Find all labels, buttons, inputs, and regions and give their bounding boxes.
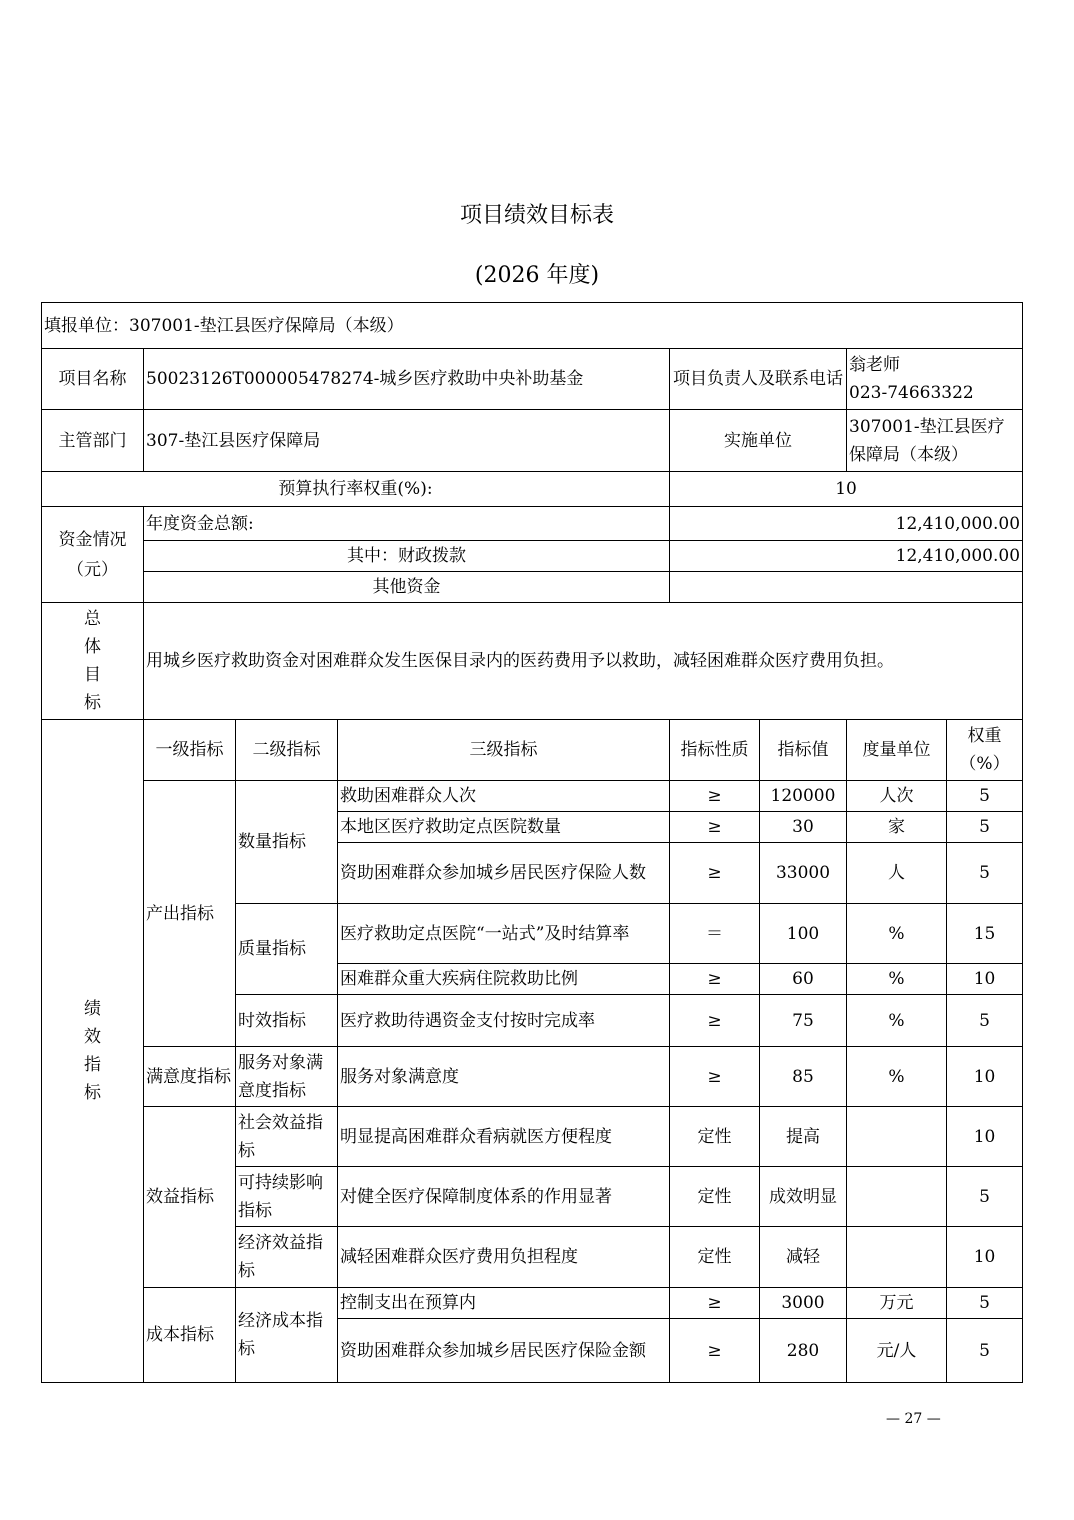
indicator-name: 医疗救助待遇资金支付按时完成率 xyxy=(338,995,670,1047)
page-number: — 27 — xyxy=(886,1411,941,1427)
funds-total-label: 年度资金总额: xyxy=(144,507,670,541)
indicator-label-text: 绩效指标 xyxy=(84,999,101,1103)
level2-cell: 经济成本指标 xyxy=(236,1288,338,1383)
indicator-value: 120000 xyxy=(760,781,847,812)
level1-cell: 成本指标 xyxy=(144,1288,236,1383)
indicator-value: 减轻 xyxy=(760,1227,847,1288)
header-nature: 指标性质 xyxy=(670,720,760,781)
filing-unit: 填报单位：307001-垫江县医疗保障局（本级） xyxy=(42,303,1023,349)
indicator-unit: 人次 xyxy=(847,781,947,812)
indicator-name: 对健全医疗保障制度体系的作用显著 xyxy=(338,1167,670,1227)
project-name-label: 项目名称 xyxy=(42,349,144,410)
impl-value: 307001-垫江县医疗保障局（本级） xyxy=(847,410,1023,472)
indicator-name: 困难群众重大疾病住院救助比例 xyxy=(338,964,670,995)
indicator-value: 280 xyxy=(760,1319,847,1383)
indicator-name: 控制支出在预算内 xyxy=(338,1288,670,1319)
indicator-nature: 定性 xyxy=(670,1227,760,1288)
indicator-unit xyxy=(847,1167,947,1227)
dept-value: 307-垫江县医疗保障局 xyxy=(144,410,670,472)
indicator-value: 30 xyxy=(760,812,847,843)
contact-value xyxy=(847,349,1023,410)
indicator-nature: 定性 xyxy=(670,1107,760,1167)
goal-label xyxy=(42,603,144,720)
header-weight: 权重（%） xyxy=(947,720,1023,781)
contact-name: 翁老师 xyxy=(849,355,900,375)
contact-label: 项目负责人及联系电话 xyxy=(670,349,847,410)
header-level2: 二级指标 xyxy=(236,720,338,781)
page-title: 项目绩效目标表 xyxy=(459,203,614,228)
dept-label: 主管部门 xyxy=(42,410,144,472)
indicator-unit xyxy=(847,1107,947,1167)
indicator-unit: % xyxy=(847,995,947,1047)
project-name-value: 50023126T000005478274-城乡医疗救助中央补助基金 xyxy=(144,349,670,410)
impl-label: 实施单位 xyxy=(670,410,847,472)
indicator-nature: ＝ xyxy=(670,904,760,964)
indicator-nature: ≥ xyxy=(670,812,760,843)
indicator-unit: 人 xyxy=(847,843,947,904)
contact-phone: 023-74663322 xyxy=(849,383,974,403)
performance-target-table xyxy=(41,302,1023,1383)
indicator-name: 资助困难群众参加城乡居民医疗保险金额 xyxy=(338,1319,670,1383)
indicator-label xyxy=(42,720,144,1383)
indicator-weight: 10 xyxy=(947,964,1023,995)
page-subtitle: (2026 年度) xyxy=(474,263,600,288)
level2-cell: 服务对象满意度指标 xyxy=(236,1047,338,1107)
indicator-value: 3000 xyxy=(760,1288,847,1319)
indicator-weight: 10 xyxy=(947,1107,1023,1167)
indicator-nature: ≥ xyxy=(670,1288,760,1319)
header-value: 指标值 xyxy=(760,720,847,781)
indicator-name: 救助困难群众人次 xyxy=(338,781,670,812)
funds-other-label: 其他资金 xyxy=(144,572,670,603)
funds-other-value xyxy=(670,572,1023,603)
indicator-unit: % xyxy=(847,964,947,995)
level2-cell: 可持续影响指标 xyxy=(236,1167,338,1227)
level2-cell: 经济效益指标 xyxy=(236,1227,338,1288)
level1-cell: 满意度指标 xyxy=(144,1047,236,1107)
level2-cell: 质量指标 xyxy=(236,904,338,995)
indicator-nature: ≥ xyxy=(670,995,760,1047)
indicator-unit: 家 xyxy=(847,812,947,843)
indicator-weight: 10 xyxy=(947,1227,1023,1288)
indicator-nature: ≥ xyxy=(670,1047,760,1107)
indicator-weight: 5 xyxy=(947,1319,1023,1383)
indicator-unit: % xyxy=(847,904,947,964)
level1-cell: 产出指标 xyxy=(144,781,236,1047)
indicator-weight: 5 xyxy=(947,1167,1023,1227)
header-level1: 一级指标 xyxy=(144,720,236,781)
indicator-name: 资助困难群众参加城乡居民医疗保险人数 xyxy=(338,843,670,904)
funds-fiscal-label: 其中：财政拨款 xyxy=(144,541,670,572)
indicator-weight: 5 xyxy=(947,781,1023,812)
indicator-unit: 元/人 xyxy=(847,1319,947,1383)
indicator-value: 60 xyxy=(760,964,847,995)
indicator-name: 明显提高困难群众看病就医方便程度 xyxy=(338,1107,670,1167)
indicator-nature: ≥ xyxy=(670,843,760,904)
funds-fiscal-value: 12,410,000.00 xyxy=(670,541,1023,572)
indicator-weight: 15 xyxy=(947,904,1023,964)
indicator-unit xyxy=(847,1227,947,1288)
goal-text: 用城乡医疗救助资金对困难群众发生医保目录内的医药费用予以救助，减轻困难群众医疗费用负担。 xyxy=(144,603,1023,720)
indicator-name: 医疗救助定点医院“一站式”及时结算率 xyxy=(338,904,670,964)
indicator-nature: ≥ xyxy=(670,964,760,995)
indicator-value: 75 xyxy=(760,995,847,1047)
funds-total-value: 12,410,000.00 xyxy=(670,507,1023,541)
indicator-nature: ≥ xyxy=(670,781,760,812)
level1-cell: 效益指标 xyxy=(144,1107,236,1288)
indicator-name: 减轻困难群众医疗费用负担程度 xyxy=(338,1227,670,1288)
indicator-weight: 5 xyxy=(947,995,1023,1047)
header-level3: 三级指标 xyxy=(338,720,670,781)
indicator-value: 成效明显 xyxy=(760,1167,847,1227)
indicator-unit: 万元 xyxy=(847,1288,947,1319)
level2-cell: 数量指标 xyxy=(236,781,338,904)
indicator-weight: 10 xyxy=(947,1047,1023,1107)
header-unit: 度量单位 xyxy=(847,720,947,781)
level2-cell: 时效指标 xyxy=(236,995,338,1047)
funds-label: 资金情况（元） xyxy=(42,507,144,603)
level2-cell: 社会效益指标 xyxy=(236,1107,338,1167)
indicator-weight: 5 xyxy=(947,843,1023,904)
indicator-name: 服务对象满意度 xyxy=(338,1047,670,1107)
indicator-weight: 5 xyxy=(947,812,1023,843)
indicator-value: 85 xyxy=(760,1047,847,1107)
budget-weight-value: 10 xyxy=(670,472,1023,507)
indicator-value: 100 xyxy=(760,904,847,964)
indicator-weight: 5 xyxy=(947,1288,1023,1319)
goal-label-text: 总体目标 xyxy=(84,609,101,713)
indicator-unit: % xyxy=(847,1047,947,1107)
budget-weight-label: 预算执行率权重(%): xyxy=(42,472,670,507)
indicator-name: 本地区医疗救助定点医院数量 xyxy=(338,812,670,843)
indicator-nature: 定性 xyxy=(670,1167,760,1227)
indicator-value: 33000 xyxy=(760,843,847,904)
indicator-value: 提高 xyxy=(760,1107,847,1167)
indicator-nature: ≥ xyxy=(670,1319,760,1383)
